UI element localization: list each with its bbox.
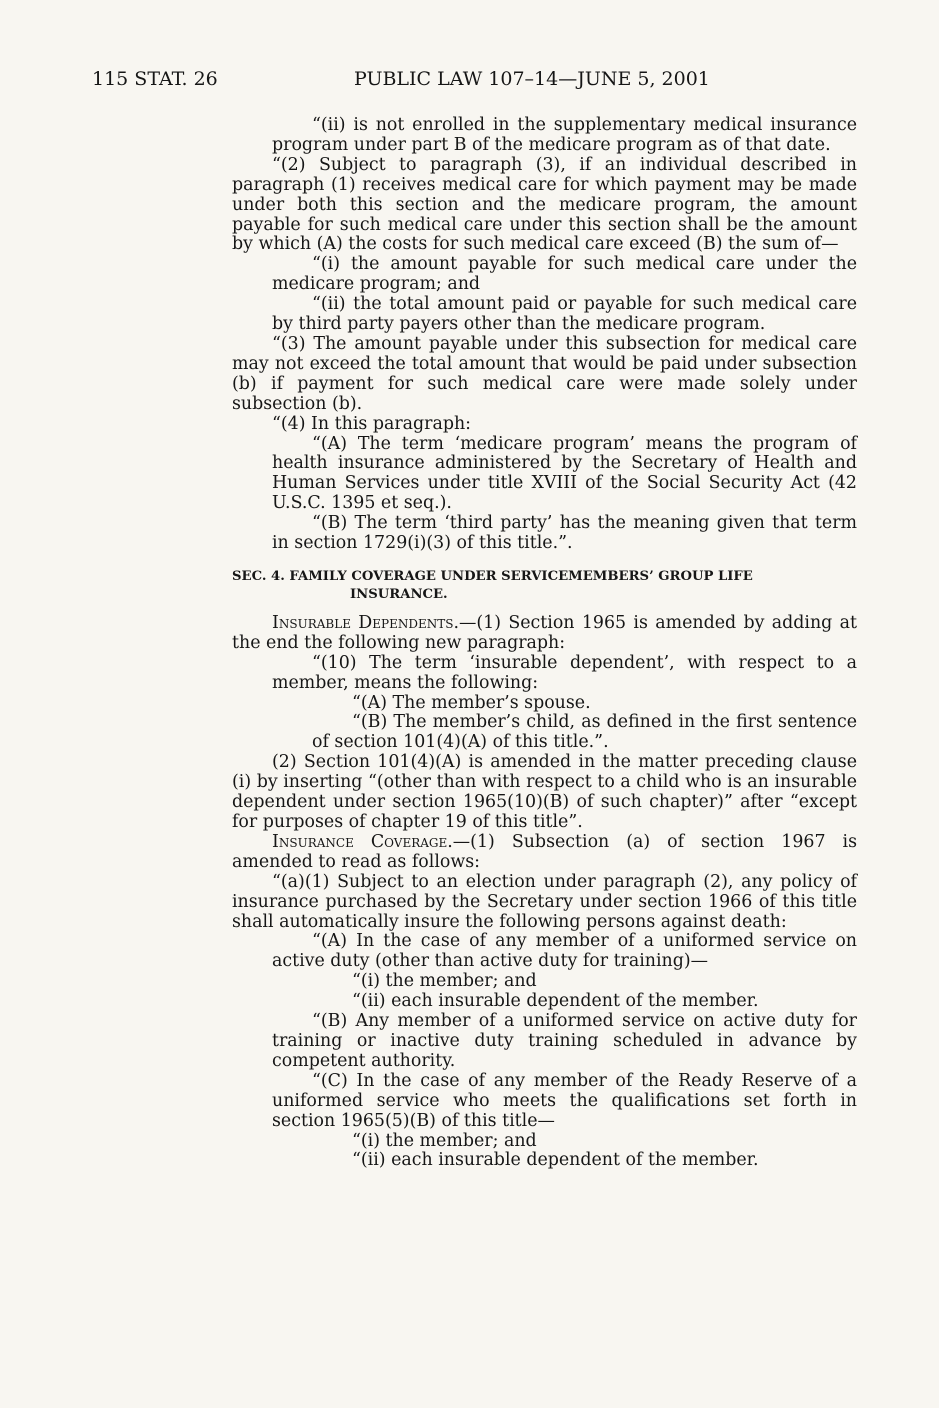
subsection-a-caption: Insurable Dependents bbox=[272, 612, 454, 633]
section-heading bbox=[232, 568, 857, 604]
new-clause-i-member: “(i) the member; and bbox=[352, 971, 537, 992]
subparagraph-a-medicare-definition: “(A) The term ‘medicare program’ means the program of health insurance administered by the Secretary of Health and Human Services under title XVIII of the Social Security Act (42 U.S.C. 1395 et seq.). bbox=[272, 433, 857, 514]
section-heading-line-1: SEC. 4. FAMILY COVERAGE UNDER SERVICEMEMBERS’ GROUP LIFE bbox=[232, 568, 753, 584]
paragraph-2: “(2) Subject to paragraph (3), if an individual described in paragraph (1) receives medical care for which payment may be made under both this section and the medicare program, the amount payable for such medical care under this section shall be the amount by which (A) the costs for such medical care exceed (B) the sum of— bbox=[232, 154, 857, 255]
new-item-c-ready-reserve: “(C) In the case of any member of the Ready Reserve of a uniformed service who meets the qualifications set forth in section 1965(5)(B) of this title— bbox=[272, 1070, 857, 1131]
clause-ii-third-party: “(ii) the total amount paid or payable for such medical care by third party payers other than the medicare program. bbox=[272, 294, 857, 335]
subparagraph-b-third-party-definition: “(B) The term ‘third party’ has the meaning given that term in section 1729(i)(3) of this title.”. bbox=[272, 513, 857, 554]
clause-ii-not-enrolled: “(ii) is not enrolled in the supplementary medical insurance program under part B of the medicare program as of that date. bbox=[272, 115, 857, 155]
subsection-a-text: .—(1) Section 1965 is amended by adding at the end the following new paragraph: bbox=[232, 612, 857, 653]
new-item-b-training: “(B) Any member of a uniformed service on active duty for training or inactive duty training scheduled in advance by competent authority. bbox=[272, 1011, 857, 1071]
item-b-child: “(B) The member’s child, as defined in the first sentence of section 101(4)(A) of this title.”. bbox=[312, 712, 857, 753]
item-a-spouse: “(A) The member’s spouse. bbox=[352, 692, 591, 713]
running-title: PUBLIC LAW 107–14—JUNE 5, 2001 bbox=[354, 68, 710, 90]
page-identifier: 115 STAT. 26 bbox=[92, 68, 218, 90]
new-subsection-a1: “(a)(1) Subject to an election under paragraph (2), any policy of insurance purchased by the Secretary under section 1966 of this title shall automatically insure the following persons against death: bbox=[232, 871, 857, 932]
document-body bbox=[232, 116, 857, 1171]
section-heading-line-2: INSURANCE. bbox=[350, 586, 448, 602]
new-clause-ii-dependent: “(ii) each insurable dependent of the member. bbox=[352, 991, 759, 1012]
paragraph-10-definition: “(10) The term ‘insurable dependent’, with respect to a member, means the following: bbox=[272, 652, 857, 693]
new-clause-i-member-2: “(i) the member; and bbox=[352, 1130, 537, 1151]
subsection-b bbox=[232, 833, 857, 873]
new-item-a-active-duty: “(A) In the case of any member of a uniformed service on active duty (other than active duty for training)— bbox=[272, 931, 857, 972]
subsection-a bbox=[232, 614, 857, 654]
amendment-2: (2) Section 101(4)(A) is amended in the matter preceding clause (i) by inserting “(other than with respect to a child who is an insurable dependent under section 1965(10)(B) of such chapter)” after “except for purposes of chapter 19 of this title”. bbox=[232, 752, 857, 832]
page-header bbox=[92, 64, 752, 94]
subsection-b-text: .—(1) Subsection (a) of section 1967 is amended to read as follows: bbox=[232, 831, 858, 872]
paragraph-4: “(4) In this paragraph: bbox=[272, 413, 472, 434]
new-clause-ii-dependent-2: “(ii) each insurable dependent of the member. bbox=[352, 1150, 759, 1171]
subsection-b-caption: Insurance Coverage bbox=[272, 831, 448, 852]
paragraph-3: “(3) The amount payable under this subsection for medical care may not exceed the total amount that would be paid under subsection (b) if payment for such medical care were made solely under subsection (b). bbox=[232, 333, 857, 414]
clause-i-amount-payable: “(i) the amount payable for such medical care under the medicare program; and bbox=[272, 254, 857, 295]
